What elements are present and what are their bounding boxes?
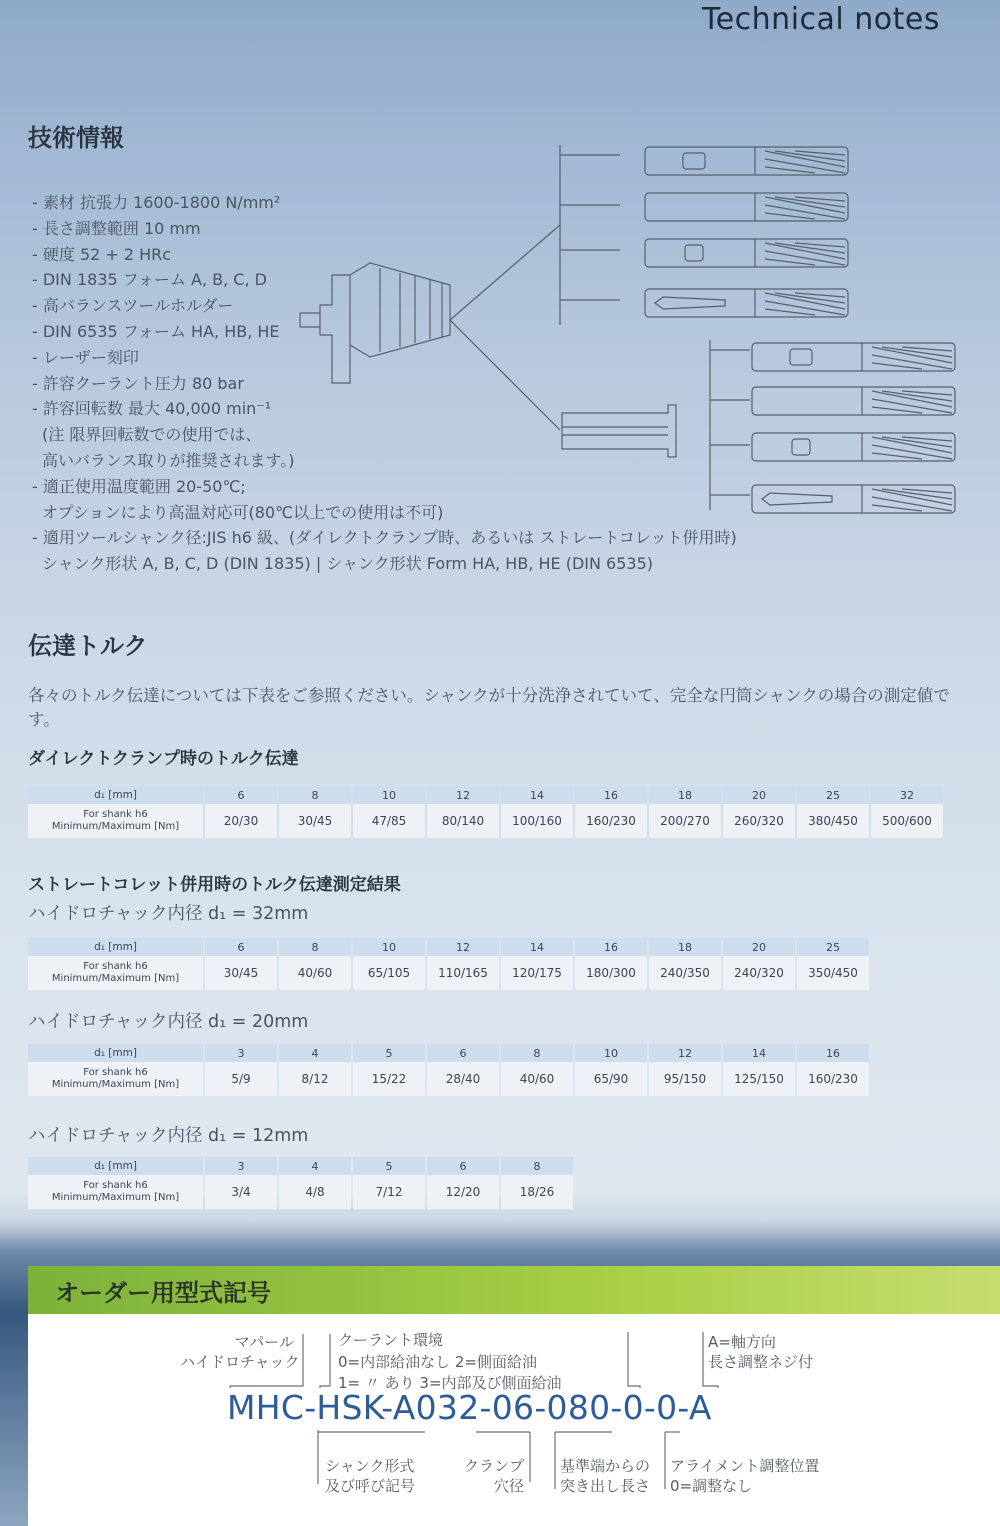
spec-item: - 長さ調整範囲 10 mm — [32, 218, 201, 238]
d-cell: 18 — [649, 938, 721, 956]
specs-heading: 技術情報 — [28, 124, 124, 152]
spec-item: - 適用ツールシャンク径:JIS h6 級、(ダイレクトクランプ時、あるいは ストレートコレット併用時) — [32, 528, 737, 548]
t-cell: 260/320 — [723, 804, 795, 838]
label-axial: A=軸方向 — [708, 1333, 776, 1351]
t-cell: 110/165 — [427, 956, 499, 990]
spec-item: - 許容クーラント圧力 80 bar — [32, 373, 244, 393]
brand-title: Technical notes — [701, 2, 940, 37]
spec-item: - 許容回転数 最大 40,000 min⁻¹ — [32, 399, 272, 419]
row-label-d: d₁ [mm] — [28, 1157, 203, 1175]
d-cell: 8 — [279, 938, 351, 956]
c20-heading: ハイドロチャック内径 d₁ = 20mm — [28, 1012, 309, 1032]
d-cell: 6 — [205, 786, 277, 804]
d-cell: 6 — [205, 938, 277, 956]
d-cell: 8 — [501, 1044, 573, 1062]
torque-table-direct — [26, 786, 945, 838]
t-cell: 28/40 — [427, 1062, 499, 1096]
t-cell: 100/160 — [501, 804, 573, 838]
d-cell: 10 — [353, 938, 425, 956]
torque-table-c20 — [26, 1044, 871, 1096]
t-cell: 40/60 — [501, 1062, 573, 1096]
collet — [562, 405, 676, 457]
t-cell: 30/45 — [205, 956, 277, 990]
collet-heading: ストレートコレット併用時のトルク伝達測定結果 — [28, 875, 401, 895]
d-cell: 5 — [353, 1044, 425, 1062]
d-cell: 16 — [575, 938, 647, 956]
t-cell: 240/320 — [723, 956, 795, 990]
label-shank-type: シャンク形式 — [325, 1457, 415, 1475]
c12-heading: ハイドロチャック内径 d₁ = 12mm — [28, 1126, 309, 1146]
label-mapal: マパール — [234, 1333, 294, 1351]
spec-item: - DIN 1835 フォーム A, B, C, D — [32, 270, 267, 290]
direct-clamp-heading: ダイレクトクランプ時のトルク伝達 — [28, 749, 299, 769]
t-cell: 18/26 — [501, 1175, 573, 1209]
t-cell: 20/30 — [205, 804, 277, 838]
t-cell: 5/9 — [205, 1062, 277, 1096]
label-hydro-chuck: ハイドロチャック — [180, 1353, 300, 1371]
d-cell: 20 — [723, 786, 795, 804]
row-label-torque: For shank h6 Minimum/Maximum [Nm] — [28, 804, 203, 838]
torque-table-c32 — [26, 938, 871, 990]
label-coolant-2: 1= 〃 あり 3=内部及び側面給油 — [338, 1374, 562, 1392]
d-cell: 6 — [427, 1044, 499, 1062]
t-cell: 12/20 — [427, 1175, 499, 1209]
t-cell: 160/230 — [575, 804, 647, 838]
d-cell: 5 — [353, 1157, 425, 1175]
label-shank-code: 及び呼び記号 — [325, 1477, 416, 1495]
spec-item: 高いバランス取りが推奨されます。) — [42, 450, 295, 470]
model-code: MHC-HSK-A032-06-080-0-0-A — [227, 1388, 712, 1427]
t-cell: 350/450 — [797, 956, 869, 990]
shank-form-he — [752, 485, 955, 513]
t-cell: 4/8 — [279, 1175, 351, 1209]
c32-heading: ハイドロチャック内径 d₁ = 32mm — [28, 904, 309, 924]
spec-item: - レーザー刻印 — [32, 347, 139, 367]
spec-item: (注 限界回転数での使用では、 — [42, 425, 262, 445]
spec-item: - 高バランスツールホルダー — [32, 296, 234, 316]
spec-item: - 素材 抗張力 1600-1800 N/mm² — [32, 193, 281, 212]
t-cell: 125/150 — [723, 1062, 795, 1096]
chuck-body — [320, 275, 350, 383]
row-label-torque: For shank h6 Minimum/Maximum [Nm] — [28, 1175, 203, 1209]
spec-item: オプションにより高温対応可(80℃以上での使用は不可) — [42, 502, 444, 522]
t-cell: 240/350 — [649, 956, 721, 990]
shank-form-d — [645, 289, 848, 317]
spec-item: - 硬度 52 + 2 HRc — [32, 244, 172, 264]
spec-item: - DIN 6535 フォーム HA, HB, HE — [32, 321, 280, 341]
d-cell: 16 — [575, 786, 647, 804]
label-alignment: アライメント調整位置 — [670, 1457, 820, 1475]
t-cell: 80/140 — [427, 804, 499, 838]
t-cell: 380/450 — [797, 804, 869, 838]
row-label-d: d₁ [mm] — [28, 1044, 203, 1062]
d-cell: 6 — [427, 1157, 499, 1175]
label-coolant-title: クーラント環境 — [338, 1331, 444, 1349]
t-cell: 8/12 — [279, 1062, 351, 1096]
t-cell: 3/4 — [205, 1175, 277, 1209]
label-clamp: クランプ — [463, 1457, 524, 1475]
t-cell: 120/175 — [501, 956, 573, 990]
label-coolant-1: 0=内部給油なし 2=側面給油 — [338, 1353, 537, 1371]
spec-item: - 適正使用温度範囲 20-50℃; — [32, 476, 246, 496]
d-cell: 10 — [575, 1044, 647, 1062]
t-cell: 65/90 — [575, 1062, 647, 1096]
d-cell: 16 — [797, 1044, 869, 1062]
shank-form-a — [645, 193, 848, 221]
t-cell: 47/85 — [353, 804, 425, 838]
d-cell: 10 — [353, 786, 425, 804]
t-cell: 180/300 — [575, 956, 647, 990]
row-label-torque: For shank h6 Minimum/Maximum [Nm] — [28, 1062, 203, 1096]
order-heading: オーダー用型式記号 — [55, 1279, 271, 1307]
t-cell: 7/12 — [353, 1175, 425, 1209]
chuck-shank — [300, 313, 320, 327]
shank-form-hb — [752, 343, 955, 371]
label-axial-screw: 長さ調整ネジ付 — [708, 1353, 814, 1371]
d-cell: 14 — [501, 938, 573, 956]
t-cell: 200/270 — [649, 804, 721, 838]
t-cell: 40/60 — [279, 956, 351, 990]
row-label-torque: For shank h6 Minimum/Maximum [Nm] — [28, 956, 203, 990]
d-cell: 14 — [723, 1044, 795, 1062]
t-cell: 65/105 — [353, 956, 425, 990]
label-projection: 基準端からの — [560, 1457, 651, 1475]
torque-table-c12 — [26, 1157, 575, 1209]
label-alignment-none: 0=調整なし — [670, 1477, 753, 1495]
d-cell: 18 — [649, 786, 721, 804]
label-projection-length: 突き出し長さ — [560, 1477, 651, 1495]
d-cell: 32 — [871, 786, 943, 804]
t-cell: 500/600 — [871, 804, 943, 838]
torque-intro: 各々のトルク伝達については下表をご参照ください。シャンクが十分洗浄されていて、完全な円筒シャンクの場合の測定値です。 — [28, 686, 950, 729]
toolholder-drawing — [290, 135, 970, 525]
d-cell: 25 — [797, 938, 869, 956]
d-cell: 12 — [427, 938, 499, 956]
d-cell: 25 — [797, 786, 869, 804]
shank-form-ha — [752, 387, 955, 415]
torque-heading: 伝達トルク — [28, 632, 148, 660]
d-cell: 12 — [427, 786, 499, 804]
d-cell: 20 — [723, 938, 795, 956]
t-cell: 160/230 — [797, 1062, 869, 1096]
shank-form-c — [645, 239, 848, 267]
spec-item: シャンク形状 A, B, C, D (DIN 1835) | シャンク形状 Form HA, HB, HE (DIN 6535) — [42, 554, 654, 574]
t-cell: 15/22 — [353, 1062, 425, 1096]
d-cell: 8 — [279, 786, 351, 804]
d-cell: 4 — [279, 1157, 351, 1175]
d-cell: 3 — [205, 1044, 277, 1062]
row-label-d: d₁ [mm] — [28, 938, 203, 956]
d-cell: 8 — [501, 1157, 573, 1175]
t-cell: 30/45 — [279, 804, 351, 838]
d-cell: 14 — [501, 786, 573, 804]
d-cell: 4 — [279, 1044, 351, 1062]
d-cell: 12 — [649, 1044, 721, 1062]
row-label-d: d₁ [mm] — [28, 786, 203, 804]
d-cell: 3 — [205, 1157, 277, 1175]
label-clamp-bore: 穴径 — [493, 1477, 524, 1495]
t-cell: 95/150 — [649, 1062, 721, 1096]
shank-form-hb2 — [752, 433, 955, 461]
shank-form-b — [645, 147, 848, 175]
